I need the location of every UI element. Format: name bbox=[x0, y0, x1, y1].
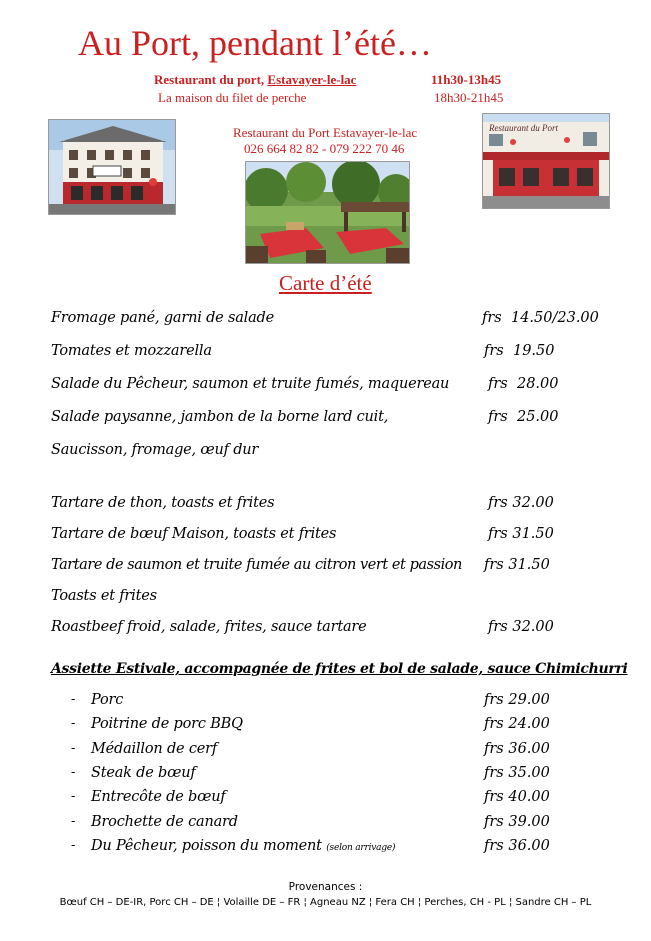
item-note: (selon arrivage) bbox=[326, 843, 396, 853]
currency: frs bbox=[484, 716, 504, 732]
menu-item-name: Tomates et mozzarella bbox=[51, 343, 212, 359]
currency: frs bbox=[484, 838, 504, 854]
assiette-item-price bbox=[484, 716, 550, 732]
provenances-list: Bœuf CH – DE-IR, Porc CH – DE ¦ Volaille DE – FR ¦ Agneau NZ ¦ Fera CH ¦ Perches, CH - PL ¦ Sandre CH – PL bbox=[59, 897, 592, 908]
assiette-item-price bbox=[484, 814, 550, 830]
provenances-title: Provenances : bbox=[288, 881, 363, 893]
menu-item-name: Salade du Pêcheur, saumon et truite fumés, maquereau bbox=[51, 376, 450, 392]
currency: frs bbox=[484, 789, 504, 805]
assiette-item-name: Médaillon de cerf bbox=[91, 741, 218, 757]
menu-item-price bbox=[484, 557, 550, 573]
menu-item-price bbox=[482, 310, 599, 326]
assiette-item-price bbox=[484, 765, 550, 781]
currency: frs bbox=[484, 765, 504, 781]
building-photo bbox=[48, 119, 176, 215]
price-value: 29.00 bbox=[508, 692, 550, 708]
menu-item-price bbox=[488, 376, 558, 392]
price-value: 25.00 bbox=[516, 409, 559, 425]
assiette-item-price bbox=[484, 838, 550, 854]
menu-title: Carte d’été bbox=[279, 271, 372, 295]
price-value: 36.00 bbox=[508, 838, 550, 854]
currency: frs bbox=[488, 526, 508, 542]
price-value: 36.00 bbox=[508, 741, 550, 757]
assiette-item-price bbox=[484, 692, 550, 708]
price-value: 28.00 bbox=[516, 376, 559, 392]
list-dash: - bbox=[71, 692, 76, 707]
assiette-item-name bbox=[91, 838, 395, 854]
restaurant-name: Restaurant du port, bbox=[154, 72, 268, 87]
terrace-illustration bbox=[246, 162, 409, 263]
price-value: 31.50 bbox=[512, 526, 554, 542]
currency: frs bbox=[484, 814, 504, 830]
assiette-item-name: Brochette de canard bbox=[91, 814, 238, 830]
menu-item-name: Tartare de saumon et truite fumée au citron vert et passion bbox=[51, 557, 462, 573]
menu-item-name: Tartare de bœuf Maison, toasts et frites bbox=[51, 526, 337, 542]
currency: frs bbox=[484, 343, 504, 359]
assiette-item-name: Entrecôte de bœuf bbox=[91, 789, 226, 805]
page-title: Au Port, pendant l’été… bbox=[78, 23, 432, 63]
restaurant-name-line bbox=[154, 72, 356, 88]
facade-sign: Restaurant du Port bbox=[489, 123, 558, 133]
list-dash: - bbox=[71, 814, 76, 829]
currency: frs bbox=[482, 310, 502, 326]
menu-item-name: Fromage pané, garni de salade bbox=[51, 310, 274, 326]
item-label: Du Pêcheur, poisson du moment bbox=[91, 838, 322, 854]
menu-item-continuation: Saucisson, fromage, œuf dur bbox=[51, 442, 259, 458]
price-value: 32.00 bbox=[512, 619, 554, 635]
assiette-item-price bbox=[484, 741, 550, 757]
price-value: 39.00 bbox=[508, 814, 550, 830]
currency: frs bbox=[488, 495, 508, 511]
price-value: 31.50 bbox=[508, 557, 550, 573]
price-value: 14.50/23.00 bbox=[510, 310, 599, 326]
hours-dinner: 18h30-21h45 bbox=[434, 90, 504, 105]
currency: frs bbox=[484, 692, 504, 708]
building-illustration bbox=[49, 120, 175, 214]
currency: frs bbox=[488, 619, 508, 635]
currency: frs bbox=[488, 376, 508, 392]
menu-item-name: Tartare de thon, toasts et frites bbox=[51, 495, 275, 511]
phone-numbers: 026 664 82 82 - 079 222 70 46 bbox=[244, 141, 405, 156]
currency: frs bbox=[484, 741, 504, 757]
menu-item-price bbox=[488, 409, 558, 425]
price-value: 19.50 bbox=[512, 343, 555, 359]
menu-item-price bbox=[488, 495, 554, 511]
price-value: 24.00 bbox=[508, 716, 550, 732]
tagline: La maison du filet de perche bbox=[158, 90, 307, 105]
contact-name: Restaurant du Port Estavayer-le-lac bbox=[233, 125, 418, 140]
assiette-item-price bbox=[484, 789, 550, 805]
restaurant-town: Estavayer-le-lac bbox=[267, 72, 357, 87]
price-value: 40.00 bbox=[508, 789, 550, 805]
list-dash: - bbox=[71, 838, 76, 853]
menu-item-name: Roastbeef froid, salade, frites, sauce tartare bbox=[51, 619, 367, 635]
assiette-item-name: Porc bbox=[91, 692, 124, 708]
facade-photo bbox=[482, 113, 610, 209]
list-dash: - bbox=[71, 789, 76, 804]
list-dash: - bbox=[71, 741, 76, 756]
assiette-heading: Assiette Estivale, accompagnée de frites et bol de salade, sauce Chimichurri bbox=[51, 661, 628, 677]
list-dash: - bbox=[71, 765, 76, 780]
menu-item-price bbox=[484, 343, 554, 359]
menu-item-continuation: Toasts et frites bbox=[51, 588, 157, 604]
menu-item-price bbox=[488, 619, 554, 635]
menu-item-name: Salade paysanne, jambon de la borne lard cuit, bbox=[51, 409, 389, 425]
assiette-item-name: Poitrine de porc BBQ bbox=[91, 716, 243, 732]
price-value: 32.00 bbox=[512, 495, 554, 511]
currency: frs bbox=[484, 557, 504, 573]
menu-item-price bbox=[488, 526, 554, 542]
list-dash: - bbox=[71, 716, 76, 731]
hours-lunch: 11h30-13h45 bbox=[431, 72, 502, 87]
price-value: 35.00 bbox=[508, 765, 550, 781]
terrace-photo bbox=[245, 161, 410, 264]
assiette-item-name: Steak de bœuf bbox=[91, 765, 196, 781]
currency: frs bbox=[488, 409, 508, 425]
